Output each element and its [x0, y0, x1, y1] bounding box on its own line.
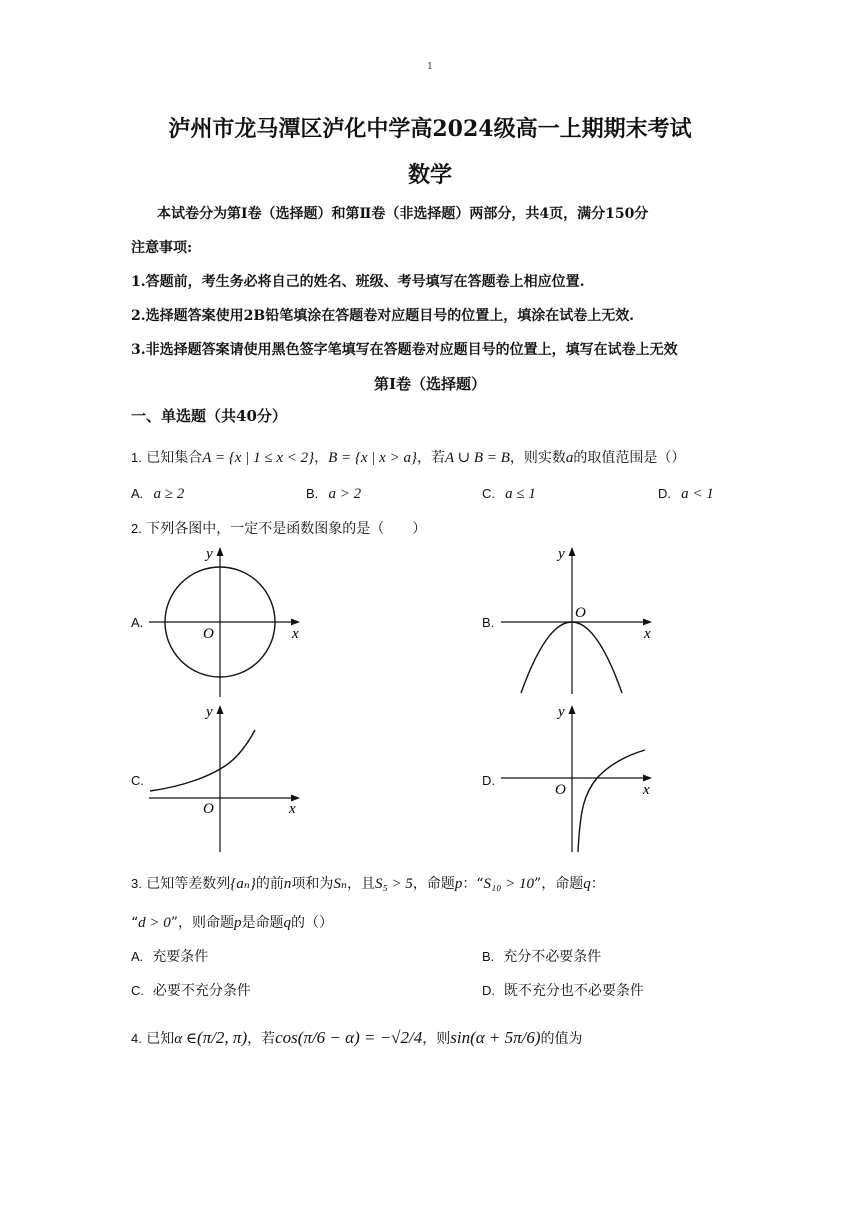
option-text: a ≤ 1 — [505, 486, 536, 502]
q1-option-b — [306, 483, 361, 503]
q4-interval: (π/2, π) — [197, 1028, 248, 1047]
q1-set-b: B = {x | x > a} — [328, 450, 417, 466]
q1-text-2: ，若 — [416, 450, 445, 466]
q1-variable: a — [565, 450, 574, 466]
part1-heading: 第Ⅰ卷（选择题） — [373, 375, 487, 393]
q2-graph-c-letter: C. — [131, 773, 144, 788]
q3-text: 的（） — [290, 915, 333, 931]
q3-p: p — [454, 876, 463, 892]
q2-graph-c — [145, 700, 315, 860]
q3-q: q — [283, 915, 291, 931]
q4-text: ，若 — [247, 1031, 276, 1047]
option-letter: A. — [131, 949, 144, 964]
q1-text-1: 已知集合 — [146, 450, 203, 466]
q3-s10: S₁₀ > 10 — [483, 876, 535, 892]
q3-sn: Sₙ — [333, 876, 347, 892]
logarithmic-curve — [578, 750, 645, 852]
q2-graph-a — [145, 542, 315, 702]
option-text: 充要条件 — [152, 949, 209, 965]
q4-text: ，则 — [422, 1031, 451, 1047]
x-label: x — [292, 626, 299, 642]
option-letter: C. — [482, 486, 495, 501]
option-letter: B. — [482, 949, 495, 964]
question-3-line-1 — [131, 873, 605, 893]
q1-text-4: 的取值范围是（） — [573, 450, 686, 466]
q3-option-c — [131, 980, 251, 1000]
exponential-curve — [150, 730, 255, 791]
y-axis-arrow — [569, 547, 576, 556]
q4-sin-expression: sin(α + 5π/6) — [450, 1028, 541, 1047]
intro-text: 本试卷分为第Ⅰ卷（选择题）和第Ⅱ卷（非选择题）两部分，共4页，满分150分 — [157, 206, 649, 222]
q1-set-a: A = {x | 1 ≤ x < 2} — [202, 450, 315, 466]
option-text: a < 1 — [681, 486, 714, 502]
option-text: a > 2 — [328, 486, 362, 502]
q4-alpha-in: α ∈ — [174, 1031, 198, 1047]
option-text: 必要不充分条件 — [152, 983, 251, 999]
y-label: y — [206, 546, 213, 562]
q2-graph-a-letter: A. — [131, 615, 144, 630]
q2-graph-d-letter: D. — [482, 773, 495, 788]
notes-heading: 注意事项: — [131, 240, 193, 256]
q3-text: 已知等差数列 — [146, 876, 231, 892]
q3-text: 是命题 — [241, 915, 284, 931]
y-axis-arrow — [217, 705, 224, 714]
x-axis-arrow — [291, 619, 300, 626]
q3-option-a — [131, 946, 208, 966]
origin-label: O — [555, 782, 566, 798]
q3-text: “ — [131, 915, 139, 931]
page-number: 1 — [427, 62, 433, 72]
section1-heading: 一、单选题（共40分） — [131, 407, 287, 425]
q2-graph-b-letter: B. — [482, 615, 495, 630]
q1-option-d — [658, 483, 714, 503]
y-label: y — [558, 704, 565, 720]
option-letter: A. — [131, 486, 144, 501]
q3-n: n — [283, 876, 292, 892]
question-3-line-2 — [131, 912, 333, 932]
note-2: 2.选择题答案使用2B铅笔填涂在答题卷对应题目号的位置上，填涂在试卷上无效. — [131, 308, 635, 324]
q2-text: 下列各图中，一定不是函数图象的是（ ） — [146, 521, 427, 537]
x-axis-arrow — [643, 619, 652, 626]
q2-graph-b — [497, 542, 667, 702]
origin-label: O — [575, 605, 586, 621]
origin-label: O — [203, 801, 214, 817]
q3-option-d — [482, 980, 644, 1000]
x-label: x — [289, 801, 296, 817]
question-1 — [131, 447, 685, 467]
y-axis-arrow — [569, 705, 576, 714]
q1-number: 1. — [131, 450, 142, 465]
q4-number: 4. — [131, 1031, 142, 1046]
option-letter: D. — [482, 983, 495, 998]
option-text: 充分不必要条件 — [503, 949, 602, 965]
q3-text: 项和为 — [291, 876, 334, 892]
q1-option-a — [131, 483, 184, 503]
q3-d: d > 0 — [138, 915, 171, 931]
note-1: 1.答题前，考生务必将自己的姓名、班级、考号填写在答题卷上相应位置. — [131, 274, 585, 290]
q1-option-c — [482, 483, 536, 503]
q1-text-3: ，则实数 — [509, 450, 566, 466]
q3-number: 3. — [131, 876, 142, 891]
q3-text: ，且 — [346, 876, 375, 892]
q4-cos-expression: cos(π/6 − α) = −√2/4 — [275, 1028, 423, 1047]
exam-title: 泸州市龙马潭区泸化中学高2024级高一上期期末考试 — [168, 116, 692, 142]
q3-text: ： — [590, 876, 605, 892]
q3-p: p — [233, 915, 242, 931]
question-2 — [131, 518, 426, 538]
option-letter: B. — [306, 486, 319, 501]
q3-q: q — [583, 876, 591, 892]
q3-sequence: {aₙ} — [230, 876, 256, 892]
q3-text: ”，则命题 — [170, 915, 234, 931]
x-label: x — [644, 626, 651, 642]
q2-graph-d — [497, 700, 667, 860]
q3-text: ：“ — [462, 876, 484, 892]
q4-text: 已知 — [146, 1031, 175, 1047]
option-letter: D. — [658, 486, 671, 501]
q1-comma: ， — [314, 450, 329, 466]
y-axis-arrow — [217, 547, 224, 556]
y-label: y — [558, 546, 565, 562]
y-label: y — [206, 704, 213, 720]
x-label: x — [643, 782, 650, 798]
subject-title: 数学 — [407, 162, 452, 188]
q4-text: 的值为 — [540, 1031, 583, 1047]
option-text: a ≥ 2 — [153, 486, 185, 502]
question-4 — [131, 1028, 583, 1048]
q1-condition: A ∪ B = B — [444, 450, 510, 466]
note-3: 3.非选择题答案请使用黑色签字笔填写在答题卷对应题目号的位置上，填写在试卷上无效 — [131, 342, 678, 358]
q2-number: 2. — [131, 521, 142, 536]
x-axis-arrow — [643, 775, 652, 782]
q3-option-b — [482, 946, 601, 966]
q3-s5: S₅ > 5 — [374, 876, 413, 892]
option-letter: C. — [131, 983, 144, 998]
option-text: 既不充分也不必要条件 — [503, 983, 644, 999]
q3-text: ，命题 — [412, 876, 455, 892]
q3-text: 的前 — [255, 876, 284, 892]
origin-label: O — [203, 626, 214, 642]
q3-text: ”，命题 — [534, 876, 584, 892]
